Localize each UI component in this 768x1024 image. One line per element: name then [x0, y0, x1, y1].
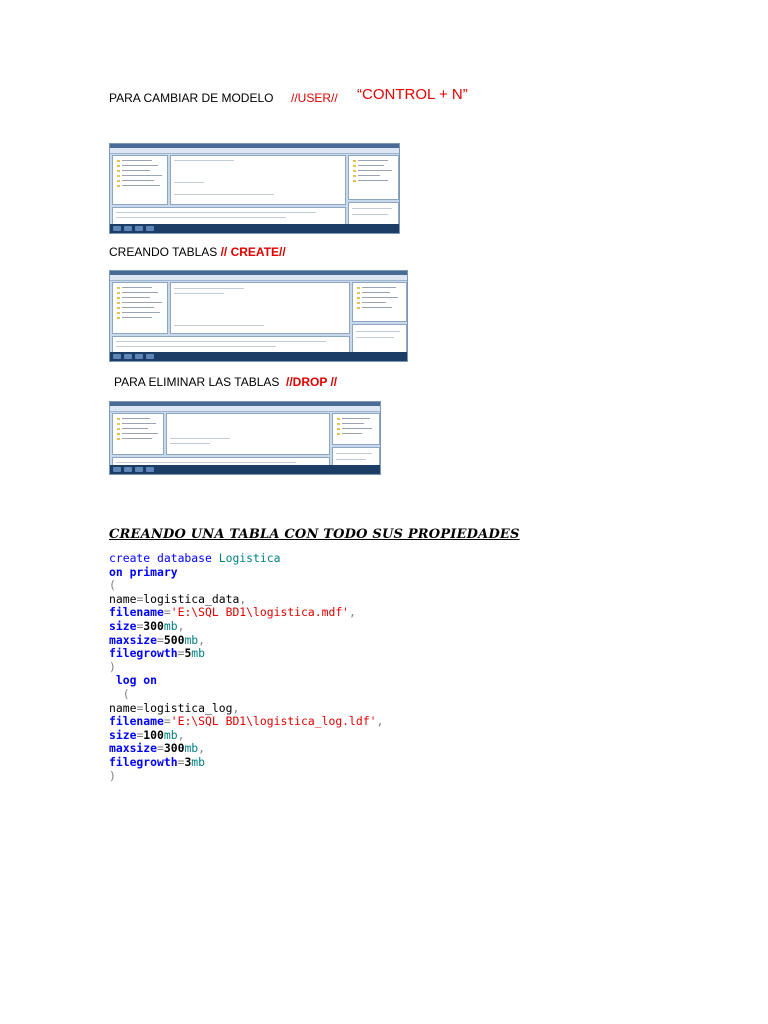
- code-line: [109, 742, 383, 756]
- code-token: =: [177, 754, 185, 769]
- code-token: 100: [143, 727, 164, 742]
- code-token: ,: [232, 700, 240, 715]
- code-line: [109, 770, 383, 784]
- code-token: 5: [184, 646, 192, 661]
- code-token: ,: [349, 605, 356, 620]
- code-token: maxsize: [109, 632, 158, 647]
- code-line: [109, 756, 383, 770]
- code-line: [109, 674, 383, 688]
- code-token: ,: [376, 714, 384, 729]
- heading-create-tables-text: CREANDO TABLAS: [109, 245, 221, 259]
- sql-code-block: [109, 552, 383, 783]
- code-line: [109, 620, 383, 634]
- code-token: =: [136, 618, 144, 633]
- code-token: on primary: [109, 564, 178, 579]
- code-token: maxsize: [109, 741, 158, 756]
- heading-user-tag: //USER//: [291, 91, 338, 105]
- code-token: 'E:\SQL BD1\logistica_log.ldf': [170, 714, 377, 729]
- code-token: filegrowth: [109, 646, 178, 661]
- code-token: ,: [177, 727, 185, 742]
- code-token: ,: [198, 741, 206, 756]
- code-token: =: [177, 646, 185, 661]
- code-line: [109, 593, 383, 607]
- code-line: [109, 702, 383, 716]
- heading-change-model-text: PARA CAMBIAR DE MODELO: [109, 91, 274, 105]
- code-token: mb: [184, 632, 199, 647]
- code-line: [109, 606, 383, 620]
- heading-create-tables: [109, 245, 286, 259]
- code-token: =: [136, 591, 144, 606]
- code-token: size: [109, 727, 137, 742]
- code-token: =: [157, 632, 164, 647]
- code-token: 500: [163, 632, 185, 647]
- code-token: =: [136, 727, 144, 742]
- section-title: CREANDO UNA TABLA CON TODO SUS PROPIEDADES: [109, 527, 520, 542]
- heading-shortcut: “CONTROL + N”: [357, 86, 468, 103]
- code-token: logistica_log: [143, 700, 233, 715]
- code-token: mb: [184, 741, 199, 756]
- code-token: =: [157, 741, 164, 756]
- heading-create-tag: // CREATE//: [220, 245, 286, 259]
- heading-drop-tables-text: PARA ELIMINAR LAS TABLAS: [114, 375, 280, 389]
- code-token: (: [109, 686, 130, 701]
- code-token: 300: [143, 618, 164, 633]
- code-token: name: [109, 591, 137, 606]
- code-token: name: [109, 700, 137, 715]
- code-token: Logistica: [218, 551, 281, 565]
- code-token: logistica_data: [143, 591, 240, 606]
- code-token: ): [109, 659, 116, 674]
- code-line: [109, 579, 383, 593]
- code-token: ,: [239, 591, 247, 606]
- code-token: 300: [163, 741, 185, 756]
- code-token: =: [136, 700, 144, 715]
- code-token: ,: [198, 632, 206, 647]
- screenshot-ssms-create: [109, 270, 408, 362]
- heading-drop-tag: //DROP //: [286, 375, 338, 389]
- heading-drop-tables: [114, 375, 279, 389]
- heading-change-model: [109, 91, 273, 105]
- code-token: (: [109, 578, 116, 593]
- code-token: log on: [109, 673, 158, 688]
- code-line: [109, 715, 383, 729]
- code-token: mb: [191, 754, 206, 769]
- code-token: filegrowth: [109, 754, 178, 769]
- code-token: ,: [177, 618, 185, 633]
- code-token: 3: [184, 754, 192, 769]
- code-token: =: [163, 605, 171, 620]
- code-token: mb: [163, 618, 178, 633]
- code-token: mb: [163, 727, 178, 742]
- code-token: size: [109, 618, 137, 633]
- code-token: create database: [109, 551, 219, 565]
- code-token: filename: [109, 605, 164, 620]
- code-line: [109, 729, 383, 743]
- code-line: [109, 661, 383, 675]
- code-line: [109, 647, 383, 661]
- code-line: [109, 566, 383, 580]
- code-token: mb: [191, 646, 206, 661]
- code-line: [109, 552, 383, 566]
- screenshot-ssms-drop: [109, 401, 381, 475]
- screenshot-ssms-new-query: [109, 143, 400, 234]
- code-token: 'E:\SQL BD1\logistica.mdf': [170, 605, 350, 620]
- code-token: filename: [109, 714, 164, 729]
- code-token: =: [163, 714, 171, 729]
- code-line: [109, 634, 383, 648]
- code-token: ): [109, 768, 116, 783]
- code-line: [109, 688, 383, 702]
